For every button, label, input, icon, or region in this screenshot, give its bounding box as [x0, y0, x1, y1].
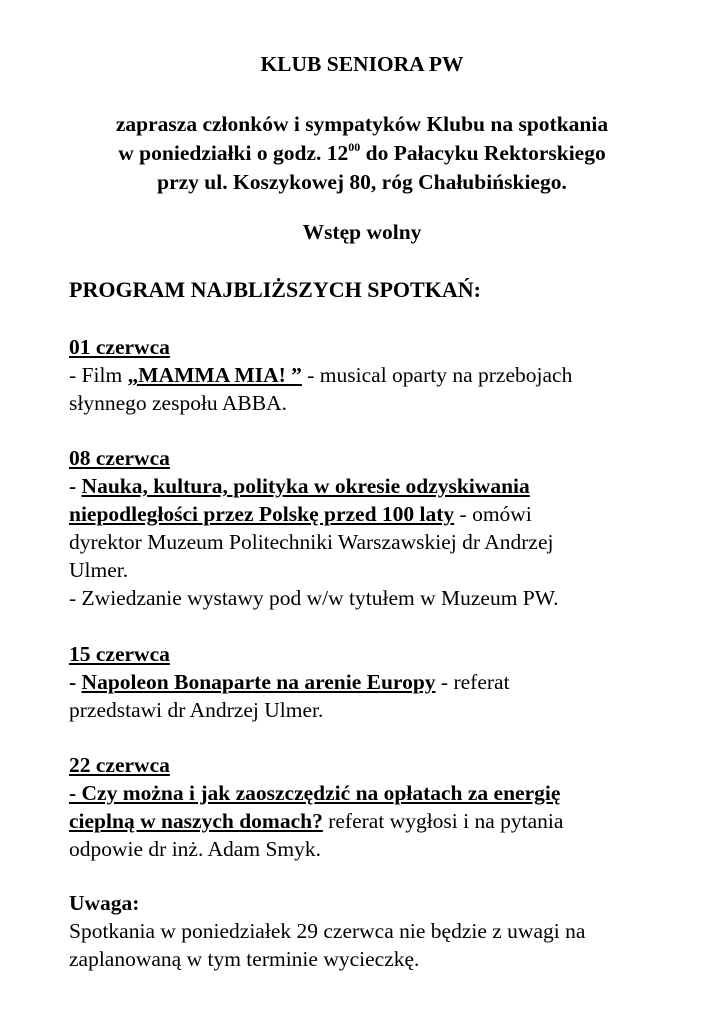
- meeting-desc-line: Ulmer.: [69, 558, 129, 582]
- meeting-desc-line: - Zwiedzanie wystawy pod w/w tytułem w Muzeum PW.: [69, 586, 559, 610]
- meeting-date: 15 czerwca: [69, 642, 170, 666]
- meeting-desc-line: [69, 472, 669, 500]
- meeting-date: 08 czerwca: [69, 446, 170, 470]
- invite-line-1: zaprasza członków i sympatyków Klubu na spotkania: [115, 112, 609, 136]
- invitation-text: [0, 110, 724, 197]
- meeting-desc-line: [69, 668, 669, 696]
- invite-time-text: w poniedziałki o godz. 12: [118, 141, 349, 165]
- meeting-desc-line: przedstawi dr Andrzej Ulmer.: [69, 698, 324, 722]
- meeting-topic: - Czy można i jak zaoszczędzić na opłatach za energię: [69, 781, 561, 805]
- meeting-desc-line: [69, 500, 669, 528]
- meeting-date: 22 czerwca: [69, 753, 170, 777]
- note-section: [69, 889, 669, 973]
- meeting-text: -: [69, 670, 82, 694]
- meeting-text: referat wygłosi i na pytania: [322, 809, 564, 833]
- meeting-text: - referat: [435, 670, 510, 694]
- note-label: Uwaga:: [69, 891, 140, 915]
- program-heading: PROGRAM NAJBLIŻSZYCH SPOTKAŃ:: [69, 277, 481, 302]
- invite-line-2: [0, 139, 724, 168]
- meeting-desc-line: odpowie dr inż. Adam Smyk.: [69, 837, 322, 861]
- note-line: zaplanowaną w tym terminie wycieczkę.: [69, 947, 420, 971]
- meeting-desc-line: [69, 361, 669, 389]
- meeting-desc-line: [69, 807, 669, 835]
- invite-line-3: przy ul. Koszykowej 80, róg Chałubińskiego.: [157, 170, 567, 194]
- meeting-desc-line: dyrektor Muzeum Politechniki Warszawskiej dr Andrzej: [69, 530, 554, 554]
- invite-location-text: do Pałacyku Rektorskiego: [360, 141, 606, 165]
- meeting-text: - omówi: [454, 502, 532, 526]
- meeting-item: [69, 640, 669, 724]
- meeting-date: 01 czerwca: [69, 335, 170, 359]
- club-title: KLUB SENIORA PW: [260, 52, 464, 76]
- meeting-topic: „MAMMA MIA! ”: [127, 363, 302, 387]
- entry-free-note: Wstęp wolny: [302, 220, 422, 244]
- meeting-text: - Film: [69, 363, 128, 387]
- note-line: Spotkania w poniedziałek 29 czerwca nie będzie z uwagi na: [69, 919, 586, 943]
- meeting-topic: Nauka, kultura, polityka w okresie odzyskiwania: [81, 474, 530, 498]
- meeting-topic: niepodległości przez Polskę przed 100 laty: [69, 502, 455, 526]
- meeting-text: -: [69, 474, 82, 498]
- meeting-topic: cieplną w naszych domach?: [69, 809, 323, 833]
- meeting-item: [69, 751, 669, 863]
- meeting-topic: Napoleon Bonaparte na arenie Europy: [81, 670, 436, 694]
- meeting-item: [69, 333, 669, 417]
- meeting-text: - musical oparty na przebojach: [301, 363, 573, 387]
- meeting-desc-line: słynnego zespołu ABBA.: [69, 391, 287, 415]
- invite-time-minutes: 00: [348, 140, 361, 154]
- meeting-item: [69, 444, 669, 612]
